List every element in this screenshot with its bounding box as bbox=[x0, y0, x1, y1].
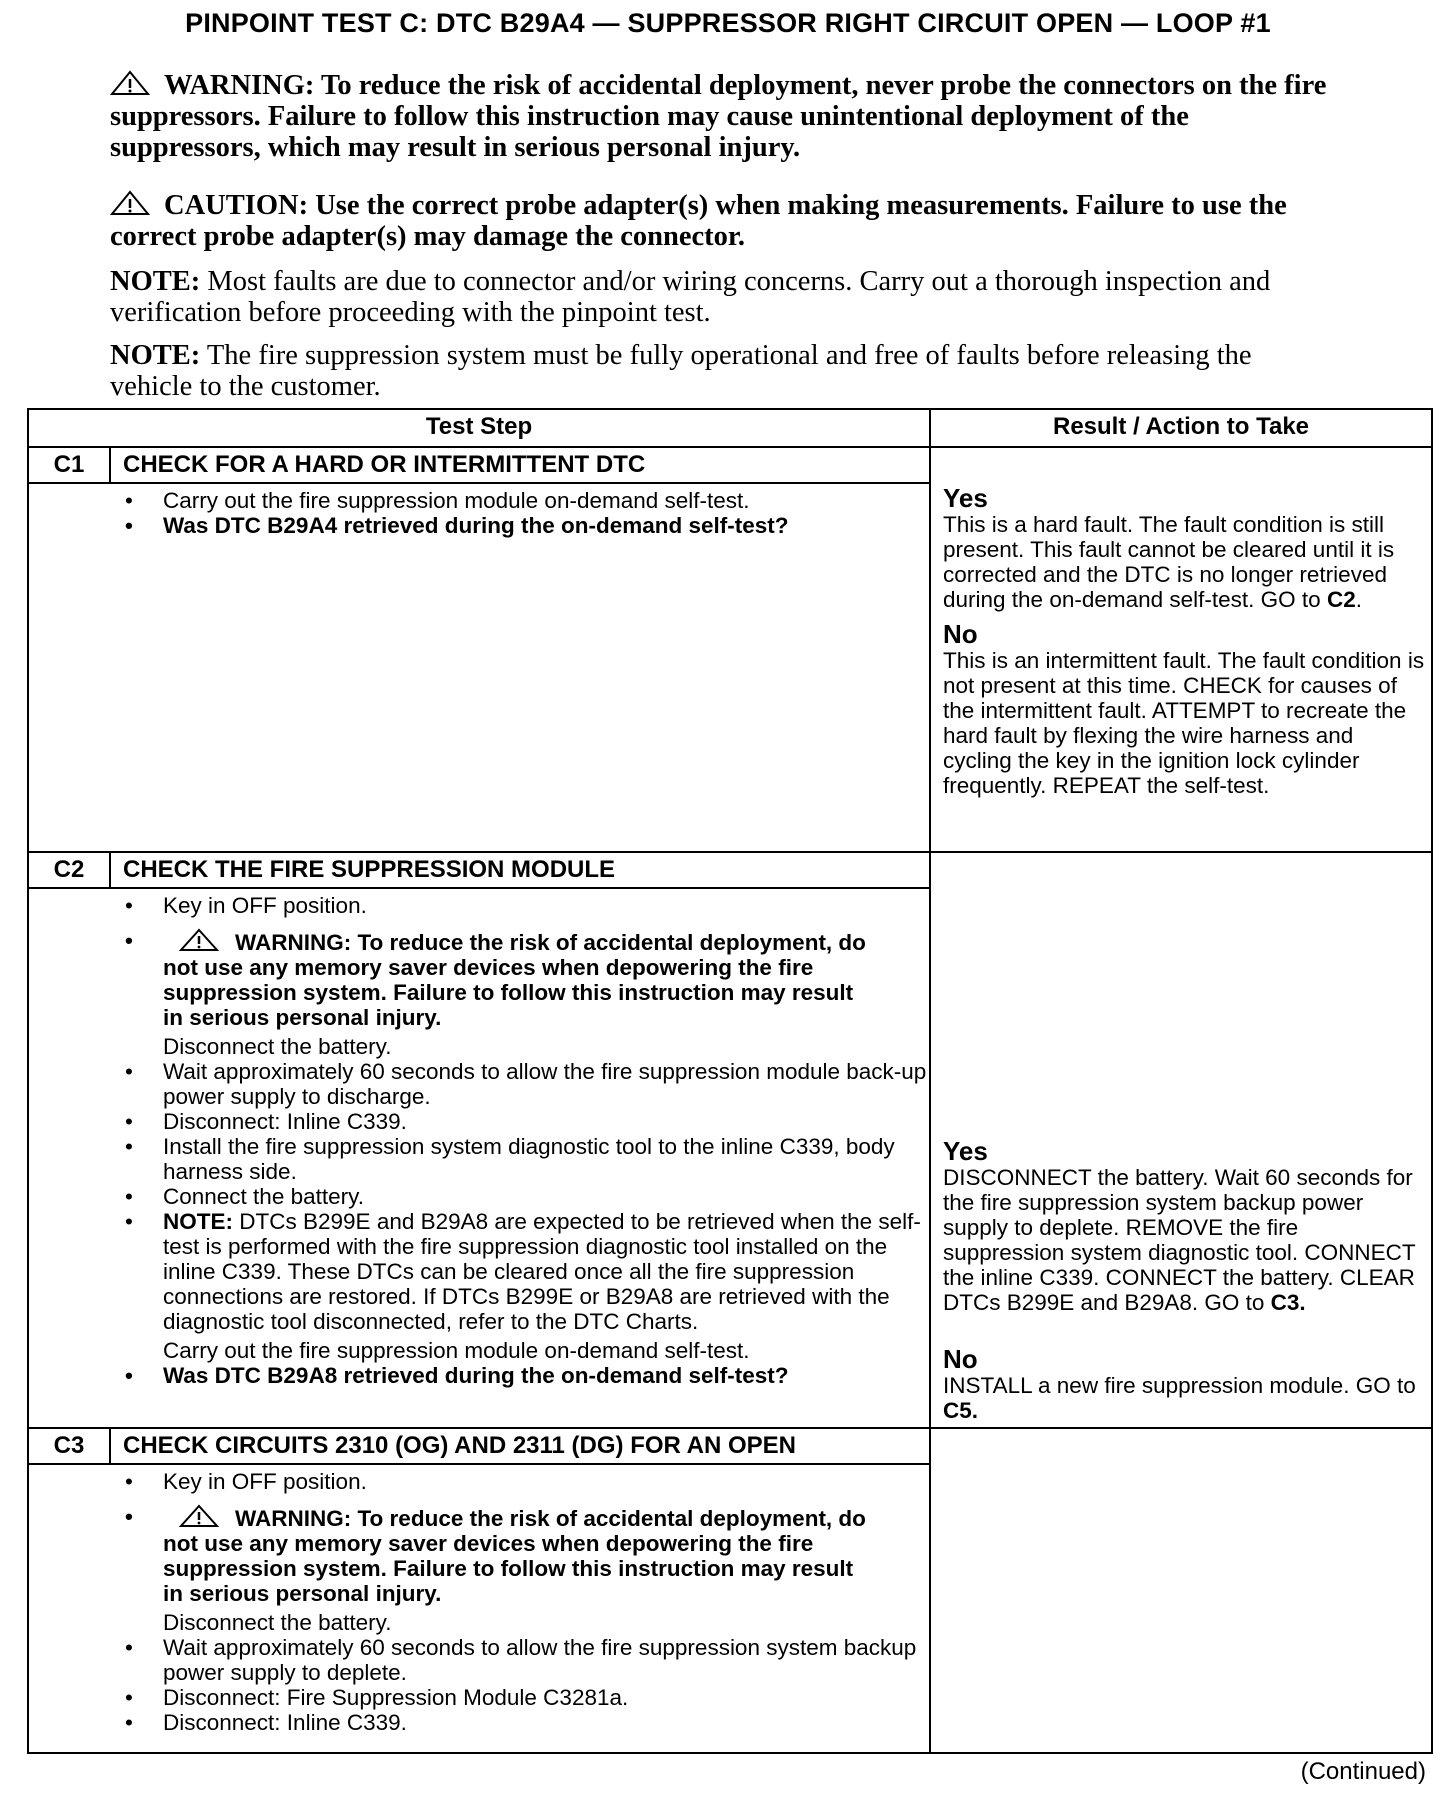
col-header-test-step: Test Step bbox=[28, 409, 930, 447]
col-header-result: Result / Action to Take bbox=[930, 409, 1432, 447]
warning-triangle-icon bbox=[110, 70, 150, 96]
list-item: • Install the fire suppression system diagnostic tool to the inline C339, body harness side. bbox=[29, 1134, 929, 1184]
note-2: NOTE: The fire suppression system must be fully operational and free of faults before releasing the vehicle to the customer. bbox=[110, 340, 1252, 402]
list-item: Carry out the fire suppression module on-demand self-test. bbox=[163, 1338, 750, 1363]
list-item: • Connect the battery. bbox=[29, 1184, 929, 1209]
step-id-c2: C2 bbox=[28, 852, 110, 888]
note-1: NOTE: Most faults are due to connector and/or wiring concerns. Carry out a thorough inspection and verification before proceeding with the pinpoint test. bbox=[110, 266, 1271, 328]
pinpoint-test-table bbox=[27, 408, 1433, 1754]
caution-intro: CAUTION: Use the correct probe adapter(s) when making measurements. Failure to use the correct probe adapter(s) may damage the connector. bbox=[110, 190, 1287, 252]
list-item: • Wait approximately 60 seconds to allow the fire suppression system backup power supply to deplete. bbox=[29, 1635, 929, 1685]
list-item: • Key in OFF position. bbox=[29, 1469, 929, 1494]
result-yes-text: DISCONNECT the battery. Wait 60 seconds for the fire suppression system backup power supply to deplete. REMOVE the fire suppression system diagnostic tool. CONNECT the inline C339. CONNECT the battery. CLEAR DTCs B299E and B29A8. GO to C3. bbox=[943, 1165, 1416, 1315]
page-title: PINPOINT TEST C: DTC B29A4 — SUPPRESSOR RIGHT CIRCUIT OPEN — LOOP #1 bbox=[185, 8, 1271, 38]
result-c1 bbox=[930, 447, 1432, 852]
list-item: • Wait approximately 60 seconds to allow the fire suppression module back-up power supply to discharge. bbox=[29, 1059, 929, 1109]
list-item: • Was DTC B29A4 retrieved during the on-demand self-test? bbox=[29, 513, 929, 538]
list-item: • Disconnect: Fire Suppression Module C3281a. bbox=[29, 1685, 929, 1710]
result-no-label: No bbox=[943, 619, 978, 649]
list-item: Disconnect the battery. bbox=[163, 1610, 392, 1635]
step-id-c1: C1 bbox=[28, 447, 110, 483]
warning-triangle-icon bbox=[179, 1504, 219, 1528]
list-item: • Was DTC B29A8 retrieved during the on-demand self-test? bbox=[29, 1363, 929, 1388]
list-item: Disconnect the battery. bbox=[163, 1034, 392, 1059]
result-yes-label: Yes bbox=[943, 1136, 988, 1166]
list-item-note: • NOTE: DTCs B299E and B29A8 are expected to be retrieved when the self-test is performed with the fire suppression diagnostic tool installed on the inline C339. These DTCs can be cleared once all the fire suppression connections are restored. If DTCs B299E or B29A8 are retrieved with the diagnostic tool disconnected, refer to the DTC Charts. bbox=[29, 1209, 929, 1334]
step-body-c3 bbox=[28, 1464, 930, 1753]
result-no-label: No bbox=[943, 1344, 978, 1374]
result-no-text: INSTALL a new fire suppression module. GO to C5. bbox=[943, 1373, 1416, 1423]
warning-triangle-icon bbox=[179, 928, 219, 952]
step-title-c2: CHECK THE FIRE SUPPRESSION MODULE bbox=[110, 852, 930, 888]
step-body-c2 bbox=[28, 888, 930, 1428]
step-title-c1: CHECK FOR A HARD OR INTERMITTENT DTC bbox=[110, 447, 930, 483]
result-c3 bbox=[930, 1428, 1432, 1753]
list-item: • Disconnect: Inline C339. bbox=[29, 1710, 929, 1735]
warning-triangle-icon bbox=[110, 190, 150, 216]
continued-label: (Continued) bbox=[1300, 1758, 1426, 1785]
step-id-c3: C3 bbox=[28, 1428, 110, 1464]
warning-intro: WARNING: To reduce the risk of accidental deployment, never probe the connectors on the fire suppressors. Failure to follow this instruction may cause unintentional deployment of the suppressors, which may result in serious personal injury. bbox=[110, 70, 1327, 163]
step-title-c3: CHECK CIRCUITS 2310 (OG) AND 2311 (DG) FOR AN OPEN bbox=[110, 1428, 930, 1464]
step-body-c1 bbox=[28, 483, 930, 852]
list-item: • Key in OFF position. bbox=[29, 893, 929, 918]
list-item: • Disconnect: Inline C339. bbox=[29, 1109, 929, 1134]
result-no-text: This is an intermittent fault. The fault condition is not present at this time. CHECK for causes of the intermittent fault. ATTEMPT to recreate the hard fault by flexing the wire harness and cycling the key in the ignition lock cylinder frequently. REPEAT the self-test. bbox=[943, 648, 1425, 798]
list-item-warning: • WARNING: To reduce the risk of accidental deployment, do not use any memory saver devices when depowering the fire suppression system. Failure to follow this instruction may result in serious personal injury. bbox=[29, 928, 929, 1030]
list-item-warning: • WARNING: To reduce the risk of accidental deployment, do not use any memory saver devices when depowering the fire suppression system. Failure to follow this instruction may result in serious personal injury. bbox=[29, 1504, 929, 1606]
list-item: • Carry out the fire suppression module on-demand self-test. bbox=[29, 488, 929, 513]
result-yes-label: Yes bbox=[943, 483, 988, 513]
result-yes-text: This is a hard fault. The fault condition is still present. This fault cannot be cleared until it is corrected and the DTC is no longer retrieved during the on-demand self-test. GO to C2. bbox=[943, 512, 1395, 612]
result-c2 bbox=[930, 852, 1432, 1428]
